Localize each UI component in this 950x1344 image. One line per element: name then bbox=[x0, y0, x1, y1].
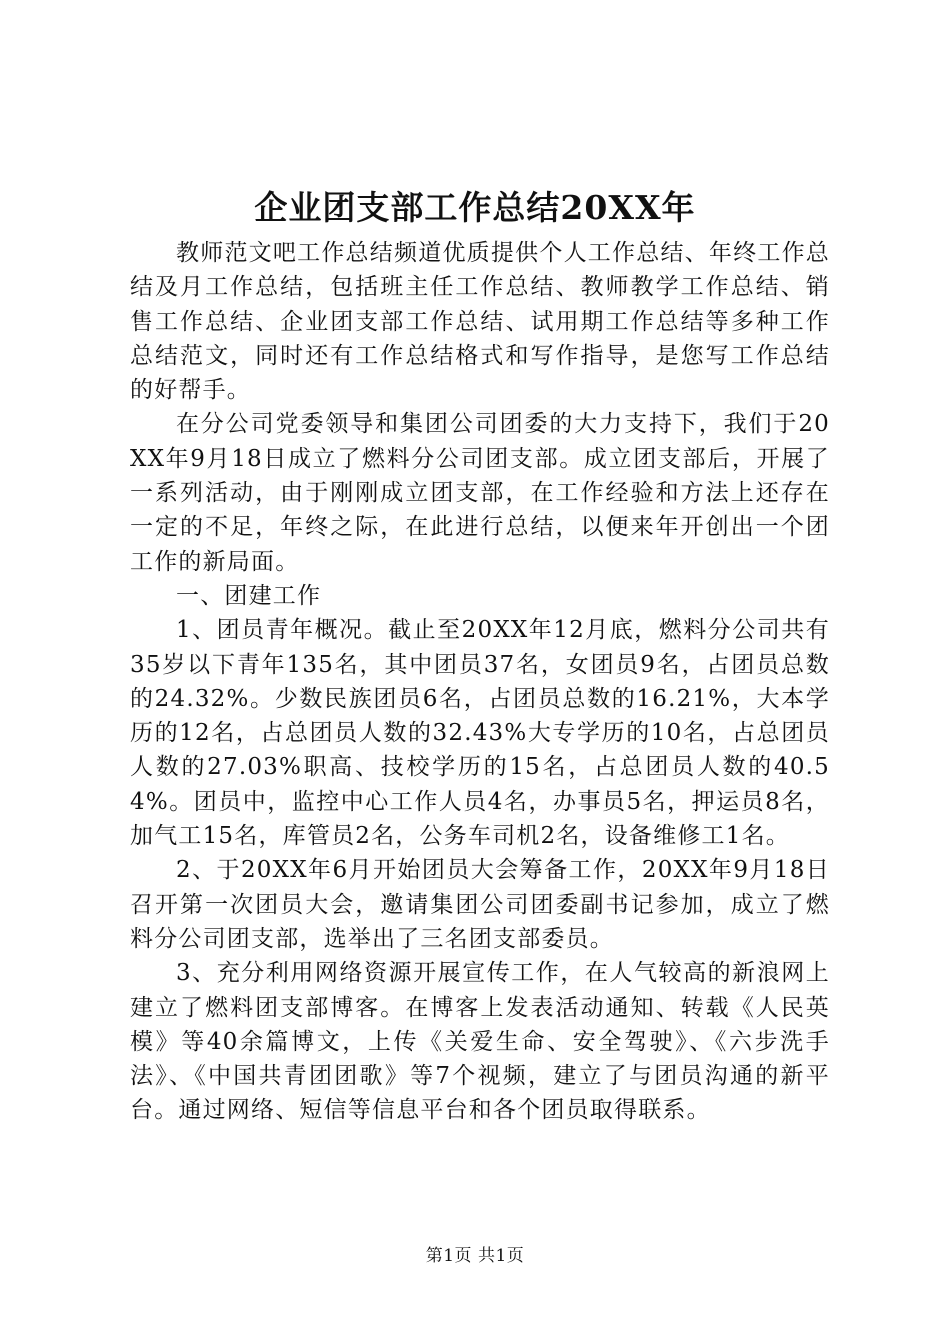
document-title: 企业团支部工作总结20XX年 bbox=[254, 188, 696, 227]
paragraph-item-2: 2、于20XX年6月开始团员大会筹备工作，20XX年9月18日召开第一次团员大会，邀请集团公司团委副书记参加，成立了燃料分公司团支部，选举出了三名团支部委员。 bbox=[130, 857, 830, 952]
paragraph-background: 在分公司党委领导和集团公司团委的大力支持下，我们于20XX年9月18日成立了燃料分公司团支部。成立团支部后，开展了一系列活动，由于刚刚成立团支部，在工作经验和方法上还存在一定的不足，年终之际，在此进行总结，以便来年开创出一个团工作的新局面。 bbox=[130, 411, 830, 575]
paragraph-item-1: 1、团员青年概况。截止至20XX年12月底，燃料分公司共有35岁以下青年135名，其中团员37名，女团员9名，占团员总数的24.32%。少数民族团员6名，占团员总数的16.21%，大本学历的12名，占总团员人数的32.43%大专学历的10名，占总团员人数的27.03%职高、技校学历的15名，占总团员人数的40.54%。团员中，监控中心工作人员4名，办事员5名，押运员8名，加气工15名，库管员2名，公务车司机2名，设备维修工1名。 bbox=[130, 617, 830, 850]
section-heading-tuanjian: 一、团建工作 bbox=[176, 582, 322, 609]
paragraph-item-3: 3、充分利用网络资源开展宣传工作，在人气较高的新浪网上建立了燃料团支部博客。在博客上发表活动通知、转载《人民英模》等40余篇博文，上传《关爱生命、安全驾驶》、《六步洗手法》、《中国共青团团歌》等7个视频，建立了与团员沟通的新平台。通过网络、短信等信息平台和各个团员取得联系。 bbox=[130, 960, 830, 1124]
page-number-footer: 第1页 共1页 bbox=[425, 1246, 525, 1266]
document-body bbox=[130, 236, 830, 1128]
paragraph-intro: 教师范文吧工作总结频道优质提供个人工作总结、年终工作总结及月工作总结，包括班主任工作总结、教师教学工作总结、销售工作总结、企业团支部工作总结、试用期工作总结等多种工作总结范文，同时还有工作总结格式和写作指导，是您写工作总结的好帮手。 bbox=[130, 240, 830, 404]
